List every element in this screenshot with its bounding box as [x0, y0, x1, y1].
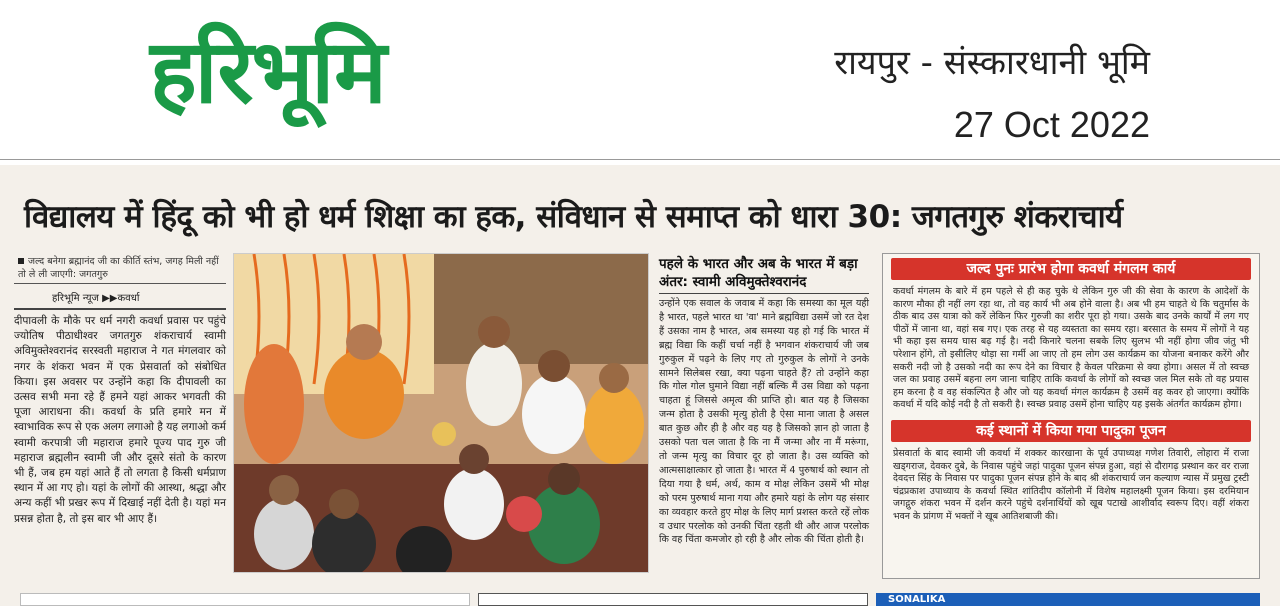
section-text-mangalam: कवर्धा मंगलम के बारे में हम पहले से ही कह चुके थे लेकिन गुरु जी की सेवा के कारण के आदेशों के कारण मौका ही नहीं लग रहा था, तो वह कार्य भी अब होने वाला है। अब भी हम चाहते थे कि चतुर्मास के ठीक बाद उस यात्रा को करें लेकिन फिर गुरुजी का शरीर पूरा हो गया। उसके बाद उनके कार्यों में लग गए पीठों में जाना था, वहां सब गए। एक तरह से यह व्यस्तता का समय रहा। बरसात के समय में लोगों ने यह भी कहा इस समय घास बढ़ गई है। नदी किनारे चलना सबके लिए सुलभ भी नहीं होगा जीव जंतु भी परेशान होंगे, तो इसीलिए थोड़ा सा गर्मी आ जाए तो हम लोग उस कार्यक्रम का योजना बनाकर करेंगे और सकरी नदी जो है उसको नदी का रूप देने का विचार है केवल परिक्रमा से क्या होगा। असल में तो स्वच्छ जल का प्रवाह उसमें बहना लग जाना चाहिए ताकि कवर्धा के लोगों को स्वच्छ जल मिल सके तो वह प्रयास हम करना है व वह संकल्पित है और जो यह कवर्धा मंगल कार्यक्रम है उसमें वह कवर हो जाएगा। क्योंकि कवर्धा में यदि कोई नदी है तो सकरी है। स्वच्छ प्रवाह उसमें होना चाहिए यह इसके अंतर्गत कार्यक्रम होगा। [893, 286, 1249, 411]
section-text-paduka: प्रेसवार्ता के बाद स्वामी जी कवर्धा में शक्कर कारखाना के पूर्व उपाध्यक्ष गणेश तिवारी, लोहारा में राजा खड्गराज, देवकर दुबे, के निवास पहुंचे जहां पादुका पूजन संपन्न हुआ, वहां से दौरागढ़ प्रस्थान कर वर राजा देवदत्त सिंह के निवास पर पादुका पूजन संपन्न होने के बाद श्री शंकराचार्य जन कल्याण न्यास में प्रमुख ट्रस्टी चंद्रप्रकाश उपाध्याय के कवर्धा स्थित शांतिदीप कॉलोनी में विशेष महालक्ष्मी पूजन किया। इस दरमियान जगद्गुरु शंकरा भवन में दर्शन करने पहुंचे दर्शनार्थियों को खूब पटाखे आशीर्वाद स्वरूप दिए। वहीं शंकरा भवन के प्रांगण में भक्तों ने खूब आतिशबाजी की। [893, 447, 1249, 522]
newspaper-clipping [0, 165, 1280, 606]
ad-box-sonalika: SONALIKA [876, 593, 1260, 606]
highlight-text: जल्द बनेगा ब्रह्मानंद जी का कीर्ति स्तंभ, जगह मिली नहीं तो ले ली जाएगी: जगतगुरु [18, 256, 219, 280]
middle-column [659, 255, 869, 585]
article-headline: विद्यालय में हिंदू को भी हो धर्म शिक्षा का हक, संविधान से समाप्त को धारा 30: जगतगुरु शंकराचार्य [24, 199, 1123, 235]
section-banner-mangalam: जल्द पुनः प्रारंभ होगा कवर्धा मंगलम कार्य [891, 258, 1251, 280]
section-banner-paduka: कई स्थानों में किया गया पादुका पूजन [891, 420, 1251, 442]
bullet-icon [18, 258, 24, 264]
left-column [14, 253, 226, 583]
ad-box-left [20, 593, 470, 606]
edition-date: 27 Oct 2022 [953, 104, 1150, 145]
edition-title: रायपुर - संस्कारधानी भूमि [834, 43, 1150, 83]
article-photo [233, 253, 649, 573]
right-column [882, 253, 1260, 579]
divider [14, 308, 226, 310]
ceremony-photo-illustration [234, 254, 649, 573]
ad-box-middle [478, 593, 868, 606]
highlight-box [14, 253, 226, 284]
article-body: दीपावली के मौके पर धर्म नगरी कवर्धा प्रवास पर पहुंचे ज्योतिष पीठाधीश्वर जगतगुरु शंकराचार्य स्वामी अविमुक्तेश्वरानंद सरस्वती महाराज ने गत मंगलवार को नगर के शंकरा भवन में एक प्रेसवार्ता को संबोधित किया। इस अवसर पर उन्होंने कहा कि दीपावली का उत्सव सभी मना रहे हैं हमने यहां आकर भगवती की पूजा आराधना की। कवर्धा के प्रति हमारे मन में स्वाभाविक रूप से एक अलग लगाओ है यह लगाओ कर्म स्वामी करपात्री जी महाराज हमारे पूज्य पाद गुरु जी महाराज ब्रह्मलीन स्वामी जी और दूसरे संतो के कारण भी हैं, जब हम यहां आते हैं तो लगता है किसी धर्मप्राण स्थान में आ गए हो। यहां के लोगों की आस्था, श्रद्धा और अन्य कहीं भी प्रखर रूप में दिखाई नहीं देती है। यहां मन प्रसन्न होता है, तो इस बार भी आए हैं। [14, 315, 226, 525]
sub-heading: पहले के भारत और अब के भारत में बड़ा अंतर: स्वामी अविमुक्तेश्वरानंद [659, 255, 869, 294]
byline: हरिभूमि न्यूज ▶▶कवर्धा [52, 293, 140, 304]
middle-body: उन्होंने एक सवाल के जवाब में कहा कि समस्या का मूल यही है भारत, पहले भारत था 'वा' माने ब्रह्मविद्या उसमें जो रत देश हैं उसका नाम है भारत, अब समस्या यह हो गई कि भारत में ब्रह्म विद्या कि कहीं चर्चा नहीं है भगवान शंकराचार्य जी जब गुरुकुल में पढ़ने के लिए गए तो गुरुकुल के लोगों ने उनके सामने सिलेबस रखा, क्या पढ़ना चाहते हैं? तो उन्होंने कहा कि गोल गोल घुमाने विद्या नहीं बल्कि मैं उस विद्या को पढ़ना चाहता हूं जिससे अमृत्व की प्राप्ति हो। बात यह है जिसका जन्म होता है उसकी मृत्यु होती है ऐसा माना जाता है असल बात कुछ और ही है और वह यह है जिसको ज्ञान हो जाता है उसको पता चल जाता है कि ना मैं जन्मा और ना मैं मरूंगा, तो जन्म मृत्यु का विचार दूर हो जाता है। उस व्यक्ति को आत्मसाक्षात्कार हो जाता है। भारत में 4 पुरुषार्थ को स्थान तो दिया गया है धर्म, अर्थ, काम व मोक्ष लेकिन उसमें भी मोक्ष को परम पुरुषार्थ माना गया और हमारे यहां के लोग यह संसार का व्यवहार करते हुए मोक्ष के लिए मार्ग प्रशस्त करते रहें लोक व उधार परलोक को उनकी चिंता रहती थी और आज परलोक कि वह चिंता कमजोर हो रही है और लोक की चिंता होती है। [659, 298, 869, 546]
newspaper-logo: हरिभूमि [150, 20, 385, 123]
masthead [0, 0, 1280, 160]
bottom-ad-strip [0, 593, 1280, 606]
